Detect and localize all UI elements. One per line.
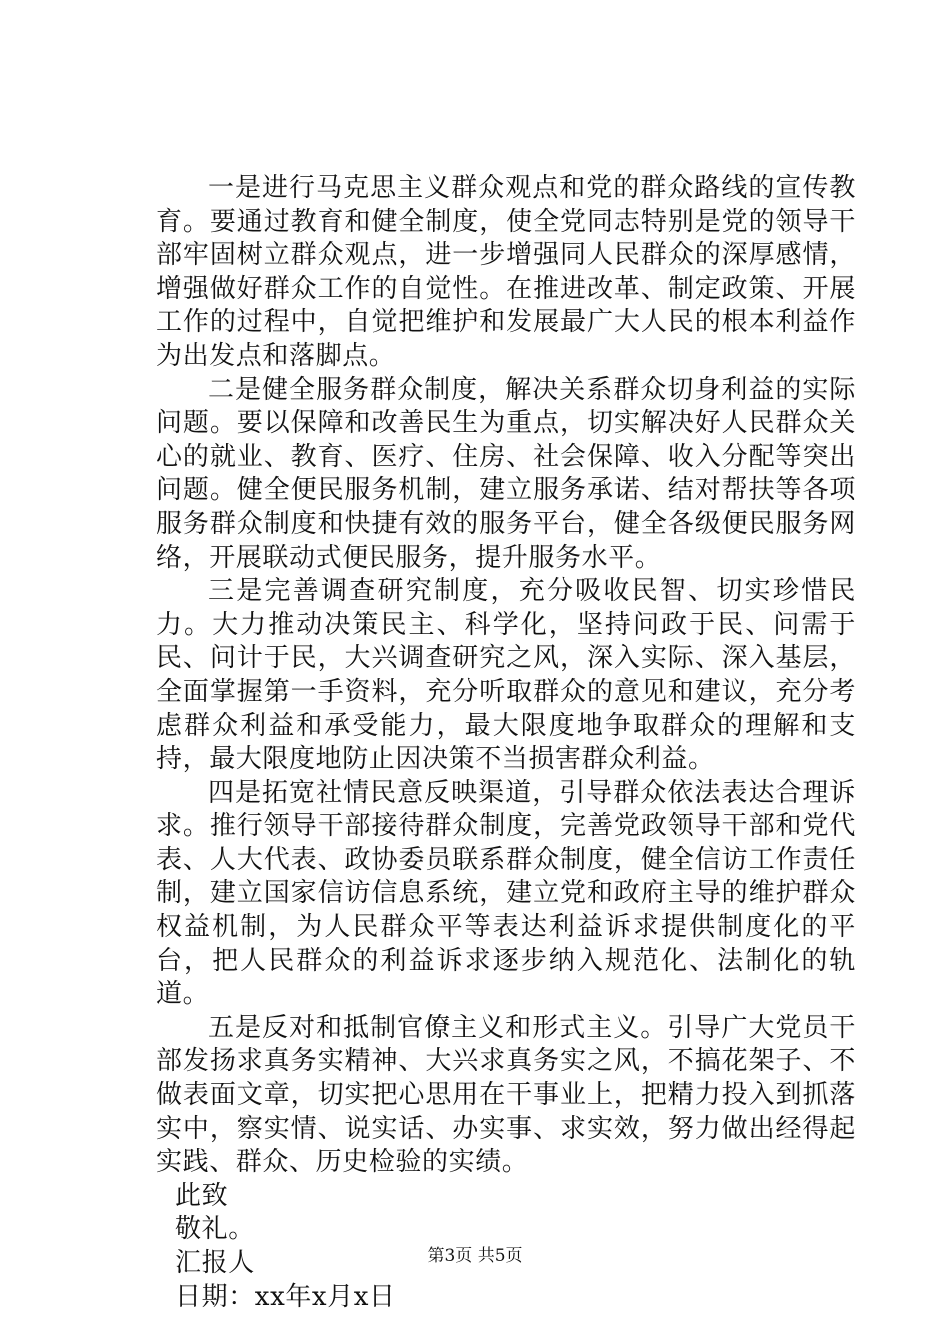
closing-regards: 敬礼。 xyxy=(175,1214,255,1245)
page-number: 第3页 共5页 xyxy=(427,1246,523,1266)
paragraph-1: 一是进行马克思主义群众观点和党的群众路线的宣传教育。要通过教育和健全制度，使全党同志特别是党的领导干部牢固树立群众观点，进一步增强同人民群众的深厚感情，增强做好群众工作的自觉性。在推进改革、制定政策、开展工作的过程中，自觉把维护和发展最广大人民的根本利益作为出发点和落脚点。 xyxy=(156,173,856,371)
page-footer xyxy=(0,1244,950,1268)
paragraph-3: 三是完善调查研究制度，充分吸收民智、切实珍惜民力。大力推动决策民主、科学化，坚持问政于民、问需于民、问计于民，大兴调查研究之风，深入实际、深入基层，全面掌握第一手资料，充分听取群众的意见和建议，充分考虑群众利益和承受能力，最大限度地争取群众的理解和支持，最大限度地防止因决策不当损害群众利益。 xyxy=(156,576,856,775)
closing-reporter: 汇报人 xyxy=(175,1248,255,1278)
closing-salutation: 此致 xyxy=(175,1180,229,1211)
document-body xyxy=(156,172,856,1314)
paragraph-4: 四是拓宽社情民意反映渠道，引导群众依法表达合理诉求。推行领导干部接待群众制度，完善党政领导干部和党代表、人大代表、政协委员联系群众制度，健全信访工作责任制，建立国家信访信息系统，建立党和政府主导的维护群众权益机制，为人民群众平等表达利益诉求提供制度化的平台，把人民群众的利益诉求逐步纳入规范化、法制化的轨道。 xyxy=(156,777,856,1010)
paragraph-5: 五是反对和抵制官僚主义和形式主义。引导广大党员干部发扬求真务实精神、大兴求真务实之风，不搞花架子、不做表面文章，切实把心思用在干事业上，把精力投入到抓落实中，察实情、说实话、办实事、求实效，努力做出经得起实践、群众、历史检验的实绩。 xyxy=(156,1012,856,1178)
paragraph-2: 二是健全服务群众制度，解决关系群众切身利益的实际问题。要以保障和改善民生为重点，切实解决好人民群众关心的就业、教育、医疗、住房、社会保障、收入分配等突出问题。健全便民服务机制，建立服务承诺、结对帮扶等各项服务群众制度和快捷有效的服务平台，健全各级便民服务网络，开展联动式便民服务，提升服务水平。 xyxy=(156,374,856,573)
closing-date: 日期：xx年x月x日 xyxy=(175,1281,396,1312)
